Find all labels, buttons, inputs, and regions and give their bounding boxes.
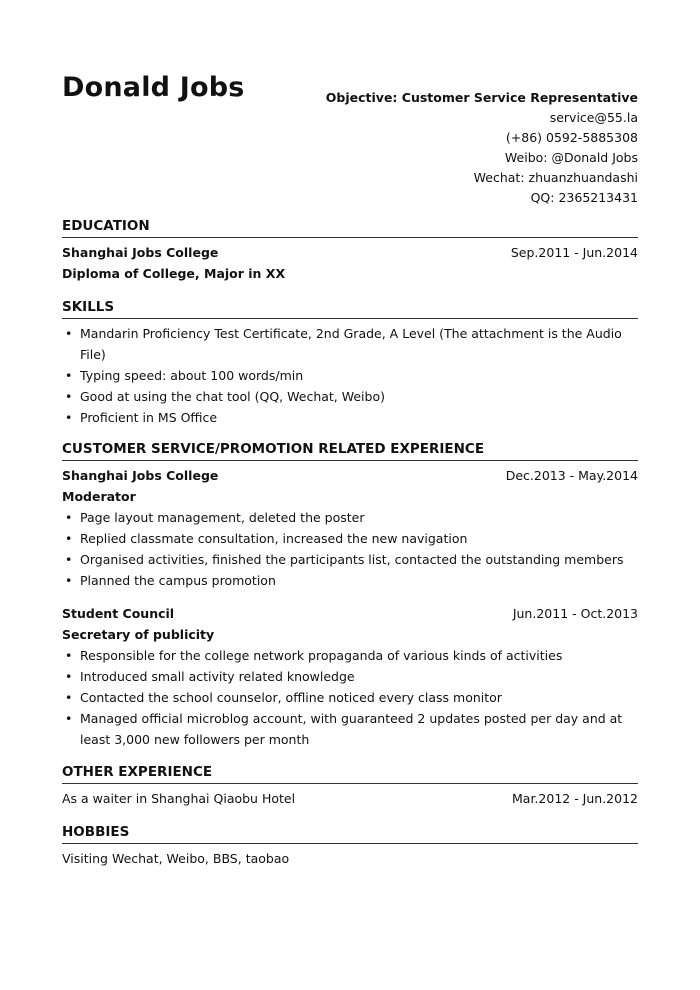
skills-list [62,323,638,428]
job-row [62,603,638,624]
wechat-line: Wechat: zhuanzhuandashi [473,170,638,185]
education-dates: Sep.2011 - Jun.2014 [510,245,638,260]
hobbies-text: Visiting Wechat, Weibo, BBS, taobao [62,851,290,866]
job-role: Moderator [62,489,136,504]
weibo-line: Weibo: @Donald Jobs [504,150,638,165]
list-item: • Introduced small activity related knowledge [62,666,638,687]
education-degree: Diploma of College, Major in XX [62,266,286,281]
other-experience-row [62,788,638,809]
experience-section [62,441,638,750]
other-experience-dates: Mar.2012 - Jun.2012 [512,791,638,806]
list-item: • Contacted the school counselor, offline noticed every class monitor [62,687,638,708]
list-item: • Replied classmate consultation, increased the new navigation [62,528,638,549]
list-item: • Proficient in MS Office [62,407,638,428]
education-row [62,242,638,263]
hobbies-title: HOBBIES [62,824,638,844]
list-item: • Managed official microblog account, with guaranteed 2 updates posted per day and at least 3,000 new followers per month [62,708,638,750]
objective-line: Objective: Customer Service Representative [325,90,638,105]
phone-line: (+86) 0592-5885308 [505,130,638,145]
resume-header [62,0,638,218]
education-title: EDUCATION [62,218,638,238]
contact-block [326,88,638,208]
list-item: • Organised activities, finished the participants list, contacted the outstanding members [62,549,638,570]
experience-title: CUSTOMER SERVICE/PROMOTION RELATED EXPERIENCE [62,441,638,461]
job-org: Shanghai Jobs College [62,468,219,483]
list-item: • Page layout management, deleted the poster [62,507,638,528]
email-line: service@55.la [549,110,638,125]
skills-title: SKILLS [62,299,638,319]
candidate-name: Donald Jobs [62,72,245,103]
other-experience-text: As a waiter in Shanghai Qiaobu Hotel [62,791,296,806]
job-role: Secretary of publicity [62,627,215,642]
skills-section [62,299,638,428]
job-dates: Dec.2013 - May.2014 [505,468,638,483]
job-duties-list [62,645,638,750]
list-item: • Good at using the chat tool (QQ, Wechat, Weibo) [62,386,638,407]
list-item: • Responsible for the college network propaganda of various kinds of activities [62,645,638,666]
other-experience-title: OTHER EXPERIENCE [62,764,638,784]
list-item: • Mandarin Proficiency Test Certificate, 2nd Grade, A Level (The attachment is the Audio File) [62,323,638,365]
education-section [62,218,638,284]
job-org: Student Council [62,606,175,621]
education-school: Shanghai Jobs College [62,245,219,260]
job-dates: Jun.2011 - Oct.2013 [512,606,638,621]
job-row [62,465,638,486]
list-item: • Typing speed: about 100 words/min [62,365,638,386]
list-item: • Planned the campus promotion [62,570,638,591]
qq-line: QQ: 2365213431 [530,190,638,205]
other-experience-section [62,764,638,809]
hobbies-section [62,824,638,869]
job-duties-list [62,507,638,591]
